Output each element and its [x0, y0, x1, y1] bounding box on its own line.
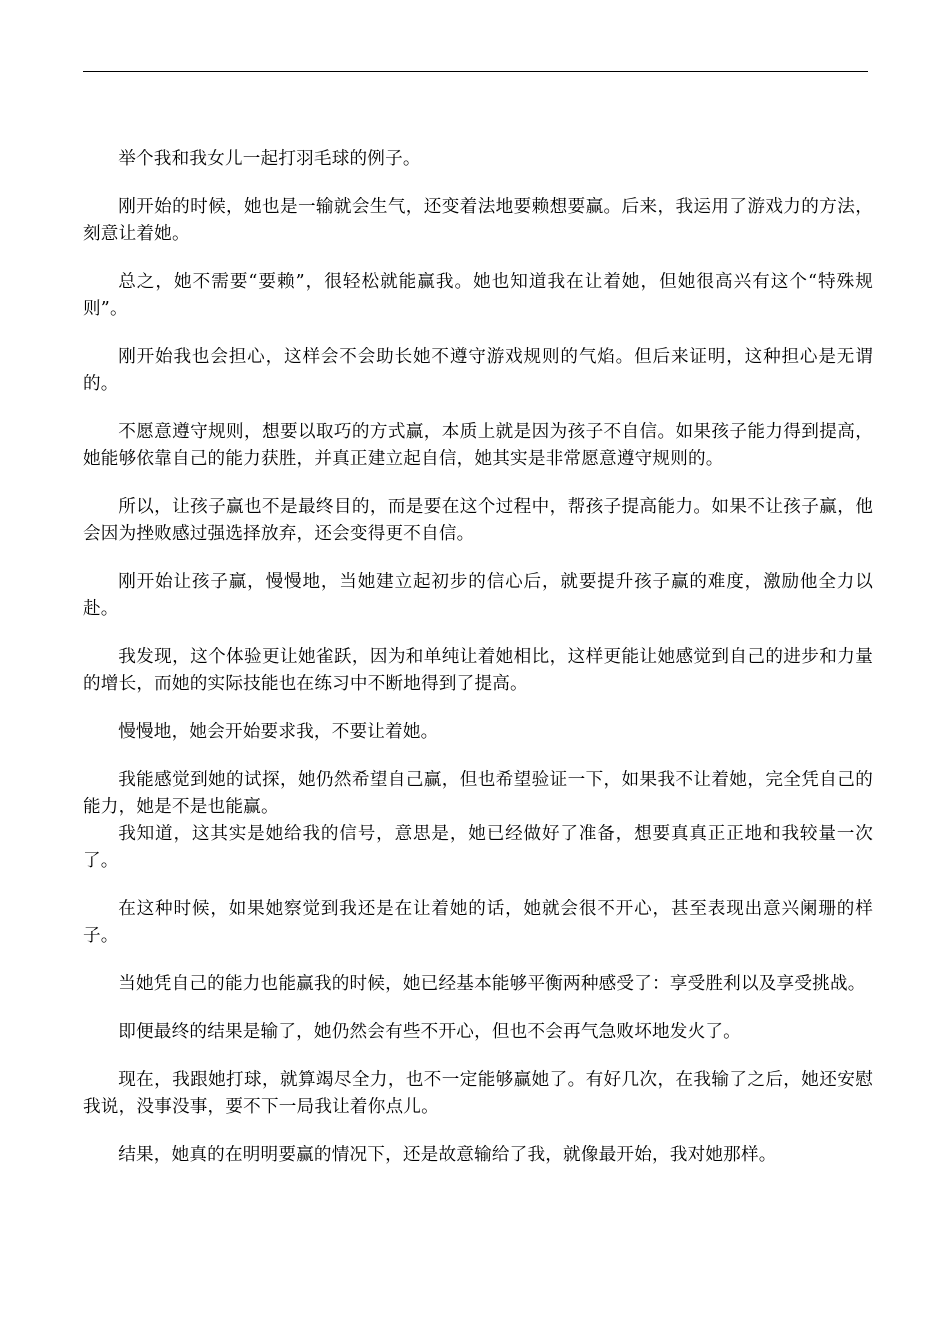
paragraph: 刚开始的时候，她也是一输就会生气，还变着法地要赖想要赢。后来，我运用了游戏力的方法，刻意让着她。 [83, 197, 873, 244]
paragraph: 即便最终的结果是输了，她仍然会有些不开心，但也不会再气急败坏地发火了。 [118, 1022, 741, 1042]
paragraph: 举个我和我女儿一起打羽毛球的例子。 [118, 149, 421, 169]
paragraph: 我能感觉到她的试探，她仍然希望自己赢，但也希望验证一下，如果我不让着她，完全凭自己的能力，她是不是也能赢。 [83, 770, 873, 817]
paragraph: 刚开始让孩子赢，慢慢地，当她建立起初步的信心后，就要提升孩子赢的难度，激励他全力以赴。 [83, 572, 873, 619]
header-rule [83, 71, 868, 72]
paragraph: 刚开始我也会担心，这样会不会助长她不遵守游戏规则的气焰。但后来证明，这种担心是无谓的。 [83, 347, 873, 394]
paragraph: 不愿意遵守规则，想要以取巧的方式赢，本质上就是因为孩子不自信。如果孩子能力得到提高，她能够依靠自己的能力获胜，并真正建立起自信，她其实是非常愿意遵守规则的。 [83, 422, 873, 469]
paragraph: 所以，让孩子赢也不是最终目的，而是要在这个过程中，帮孩子提高能力。如果不让孩子赢，他会因为挫败感过强选择放弃，还会变得更不自信。 [83, 497, 873, 544]
paragraph: 当她凭自己的能力也能赢我的时候，她已经基本能够平衡两种感受了：享受胜利以及享受挑战。 [118, 974, 866, 994]
paragraph: 在这种时候，如果她察觉到我还是在让着她的话，她就会很不开心，甚至表现出意兴阑珊的样子。 [83, 899, 873, 946]
paragraph: 现在，我跟她打球，就算竭尽全力，也不一定能够赢她了。有好几次，在我输了之后，她还安慰我说，没事没事，要不下一局我让着你点儿。 [83, 1070, 873, 1117]
paragraph: 慢慢地，她会开始要求我，不要让着她。 [118, 722, 439, 742]
paragraph: 我知道，这其实是她给我的信号，意思是，她已经做好了准备，想要真真正正地和我较量一次了。 [83, 824, 873, 871]
paragraph: 我发现，这个体验更让她雀跃，因为和单纯让着她相比，这样更能让她感觉到自己的进步和力量的增长，而她的实际技能也在练习中不断地得到了提高。 [83, 647, 873, 694]
document-body [83, 146, 873, 1190]
paragraph: 总之，她不需要“要赖”，很轻松就能赢我。她也知道我在让着她，但她很高兴有这个“特殊规则”。 [83, 272, 873, 319]
paragraph: 结果，她真的在明明要赢的情况下，还是故意输给了我，就像最开始，我对她那样。 [118, 1145, 777, 1165]
